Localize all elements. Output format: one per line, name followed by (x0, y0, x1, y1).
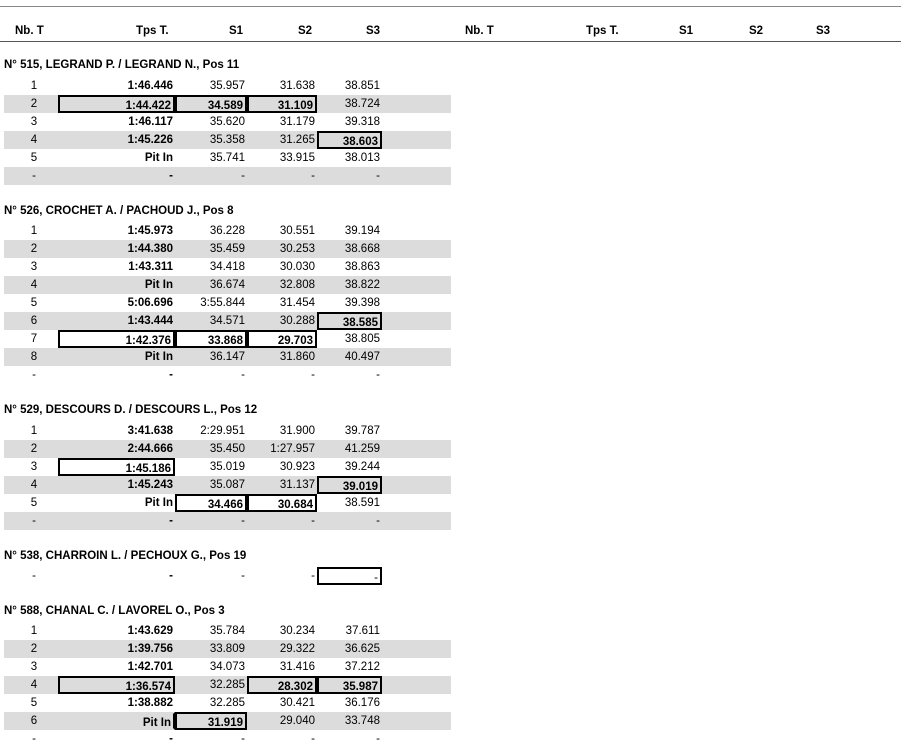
lap-time: 1:46.446 (127, 80, 173, 92)
lap-time: Pit In (58, 712, 175, 730)
lap-number: 5 (30, 297, 38, 309)
section-title: N° 538, CHARROIN L. / PECHOUX G., Pos 19 (4, 550, 247, 562)
lap-time: - (169, 369, 173, 381)
lap-time: - (169, 515, 173, 527)
sector-3: 38.805 (344, 333, 380, 345)
lap-row (4, 476, 451, 494)
lap-number: - (32, 369, 36, 381)
sector-1: 35.620 (209, 116, 245, 128)
sector-3: 36.625 (344, 643, 380, 655)
sector-3: 36.176 (344, 697, 380, 709)
sector-1: 33.809 (209, 643, 245, 655)
sector-3: 38.013 (344, 152, 380, 164)
sector-2: 31.416 (279, 661, 315, 673)
section-title: N° 529, DESCOURS D. / DESCOURS L., Pos 12 (4, 404, 258, 416)
lap-row (4, 694, 451, 712)
lap-time-best: 1:45.186 (58, 458, 175, 476)
sector-2-best: 30.684 (247, 494, 317, 512)
lap-row (4, 294, 451, 312)
lap-time: 3:41.638 (127, 425, 173, 437)
lap-number: 2 (30, 643, 38, 655)
sector-2-best: 28.302 (247, 676, 317, 694)
sector-1: 35.087 (209, 479, 245, 491)
sector-2: - (311, 733, 315, 745)
lap-number: 3 (30, 461, 38, 473)
sector-3: 39.318 (344, 116, 380, 128)
lap-time: 1:43.444 (127, 315, 173, 327)
lap-number: - (32, 515, 36, 527)
sector-1: - (241, 369, 245, 381)
sector-3: 41.259 (344, 443, 380, 455)
sector-2: 32.808 (279, 279, 315, 291)
sector-2: 31.638 (279, 80, 315, 92)
header-s1-left: S1 (229, 25, 244, 37)
sector-2: 31.900 (279, 425, 315, 437)
header-s3-left: S3 (366, 25, 381, 37)
sector-3: - (376, 515, 380, 527)
sector-3: 40.497 (344, 351, 380, 363)
lap-row (4, 348, 451, 366)
sector-2: 31.179 (279, 116, 315, 128)
header-s2-right: S2 (749, 25, 764, 37)
sector-2: - (311, 570, 315, 582)
sector-1: 32.285 (209, 679, 245, 691)
sector-2: - (311, 515, 315, 527)
sector-3: 39.244 (344, 461, 380, 473)
lap-number: 1 (30, 80, 38, 92)
lap-row (4, 95, 451, 113)
header-s1-right: S1 (679, 25, 694, 37)
lap-time: Pit In (144, 351, 173, 363)
lap-time: Pit In (144, 152, 173, 164)
lap-number: 2 (30, 243, 38, 255)
sector-1: 36.147 (209, 351, 245, 363)
sector-3: 38.591 (344, 497, 380, 509)
lap-number: 5 (30, 697, 38, 709)
sector-3: 38.822 (344, 279, 380, 291)
sector-3: - (376, 733, 380, 745)
lap-number: 6 (30, 715, 38, 727)
sector-1: 34.571 (209, 315, 245, 327)
lap-number: 3 (30, 116, 38, 128)
lap-number: - (32, 733, 36, 745)
section-title: N° 588, CHANAL C. / LAVOREL O., Pos 3 (4, 605, 225, 617)
lap-number: 1 (30, 225, 38, 237)
sector-2: 30.253 (279, 243, 315, 255)
sector-1-best: 34.466 (175, 494, 247, 512)
sector-1: 2:29.951 (200, 425, 245, 437)
sector-1: - (241, 170, 245, 182)
lap-time: 5:06.696 (127, 297, 173, 309)
lap-time: Pit In (144, 279, 173, 291)
lap-row (4, 149, 451, 167)
lap-number: 1 (30, 625, 38, 637)
sector-1: 34.418 (209, 261, 245, 273)
lap-time: 1:42.701 (127, 661, 173, 673)
lap-time: Pit In (144, 497, 173, 509)
sector-2: 30.234 (279, 625, 315, 637)
sector-2: 31.454 (279, 297, 315, 309)
lap-number: 8 (30, 351, 38, 363)
lap-time-best: 1:42.376 (58, 330, 175, 348)
top-rule (0, 6, 901, 7)
sector-3: 38.863 (344, 261, 380, 273)
sector-1: 35.019 (209, 461, 245, 473)
lap-row (4, 330, 451, 348)
header-s2-left: S2 (298, 25, 313, 37)
lap-time: 1:45.243 (127, 479, 173, 491)
sector-1-best: 31.919 (175, 712, 247, 730)
lap-time: 2:44.666 (127, 443, 173, 455)
sector-2: 30.030 (279, 261, 315, 273)
lap-number: 4 (30, 279, 38, 291)
sector-1: 35.741 (209, 152, 245, 164)
sector-2-best: 31.109 (247, 95, 317, 113)
lap-time: 1:45.973 (127, 225, 173, 237)
lap-row (4, 658, 451, 676)
lap-row (4, 676, 451, 694)
sector-2: 30.288 (279, 315, 315, 327)
sector-1: 34.073 (209, 661, 245, 673)
section-title: N° 515, LEGRAND P. / LEGRAND N., Pos 11 (4, 59, 240, 71)
lap-row (4, 567, 451, 585)
lap-row (4, 458, 451, 476)
lap-number: 2 (30, 98, 38, 110)
lap-time: 1:39.756 (127, 643, 173, 655)
lap-row (4, 131, 451, 149)
lap-time: 1:45.226 (127, 134, 173, 146)
header-rule (0, 41, 901, 42)
lap-time: - (169, 170, 173, 182)
sector-3: - (376, 369, 380, 381)
lap-row (4, 512, 451, 530)
lap-number: 2 (30, 443, 38, 455)
lap-number: 3 (30, 661, 38, 673)
sector-2: - (311, 170, 315, 182)
sector-2: 1:27.957 (270, 443, 315, 455)
sector-3-best: 38.585 (317, 312, 382, 330)
sector-2: 30.923 (279, 461, 315, 473)
sector-3: 33.748 (344, 715, 380, 727)
lap-number: 7 (30, 333, 38, 345)
sector-3: 39.194 (344, 225, 380, 237)
lap-number: 1 (30, 425, 38, 437)
sector-1: - (241, 570, 245, 582)
lap-time-best: 1:44.422 (58, 95, 175, 113)
lap-number: - (32, 170, 36, 182)
lap-row (4, 440, 451, 458)
header-s3-right: S3 (816, 25, 831, 37)
sector-3: 39.787 (344, 425, 380, 437)
sector-2: 29.322 (279, 643, 315, 655)
lap-row (4, 494, 451, 512)
lap-row (4, 622, 451, 640)
lap-row (4, 258, 451, 276)
sector-1: 35.784 (209, 625, 245, 637)
lap-time: - (169, 570, 173, 582)
sector-1-best: 33.868 (175, 330, 247, 348)
sector-3: 39.398 (344, 297, 380, 309)
lap-row (4, 276, 451, 294)
sector-1: 36.674 (209, 279, 245, 291)
lap-time: 1:46.117 (128, 116, 173, 128)
lap-time: 1:43.629 (127, 625, 173, 637)
sector-1-best: 34.589 (175, 95, 247, 113)
sector-3-best: - (317, 567, 382, 585)
lap-row (4, 422, 451, 440)
lap-row (4, 240, 451, 258)
sector-1: 35.450 (209, 443, 245, 455)
lap-number: 5 (30, 152, 38, 164)
sector-3-best: 38.603 (317, 131, 382, 149)
lap-number: 4 (30, 134, 38, 146)
lap-number: 3 (30, 261, 38, 273)
lap-time-best: 1:36.574 (58, 676, 175, 694)
sector-1: - (241, 515, 245, 527)
lap-row (4, 366, 451, 384)
sector-3: 38.851 (344, 80, 380, 92)
lap-time: - (169, 733, 173, 745)
sector-3-best: 39.019 (317, 476, 382, 494)
sector-2: - (311, 369, 315, 381)
lap-time: 1:43.311 (128, 261, 173, 273)
lap-row (4, 730, 451, 748)
lap-number: 5 (30, 497, 38, 509)
sector-2: 31.137 (279, 479, 315, 491)
section-title: N° 526, CROCHET A. / PACHOUD J., Pos 8 (4, 205, 234, 217)
sector-1: 32.285 (209, 697, 245, 709)
sector-1: 35.957 (209, 80, 245, 92)
sector-1: - (241, 733, 245, 745)
sector-2: 30.421 (279, 697, 315, 709)
sector-1: 35.459 (209, 243, 245, 255)
lap-row (4, 113, 451, 131)
sector-2: 29.040 (279, 715, 315, 727)
lap-row (4, 167, 451, 185)
lap-number: 6 (30, 315, 38, 327)
lap-number: 4 (30, 479, 38, 491)
sector-2: 31.860 (279, 351, 315, 363)
sector-3: 38.668 (344, 243, 380, 255)
sector-1: 36.228 (209, 225, 245, 237)
sector-3: 37.611 (345, 625, 380, 637)
header-tps-left: Tps T. (136, 25, 169, 37)
sector-2: 33.915 (279, 152, 315, 164)
sector-3: 38.724 (344, 98, 380, 110)
lap-row (4, 712, 451, 730)
sector-3: 37.212 (344, 661, 380, 673)
lap-row (4, 77, 451, 95)
lap-number: - (32, 570, 36, 582)
lap-row (4, 312, 451, 330)
sector-3-best: 35.987 (317, 676, 382, 694)
lap-number: 4 (30, 679, 38, 691)
lap-time: 1:38.882 (127, 697, 173, 709)
sector-2: 30.551 (279, 225, 315, 237)
sector-2-best: 29.703 (247, 330, 317, 348)
sector-2: 31.265 (279, 134, 315, 146)
header-tps-right: Tps T. (586, 25, 619, 37)
sector-3: - (376, 170, 380, 182)
sector-1: 35.358 (209, 134, 245, 146)
lap-row (4, 222, 451, 240)
header-nbt-left: Nb. T (15, 25, 44, 37)
lap-time: 1:44.380 (127, 243, 173, 255)
header-nbt-right: Nb. T (465, 25, 494, 37)
sector-1: 3:55.844 (200, 297, 245, 309)
lap-row (4, 640, 451, 658)
